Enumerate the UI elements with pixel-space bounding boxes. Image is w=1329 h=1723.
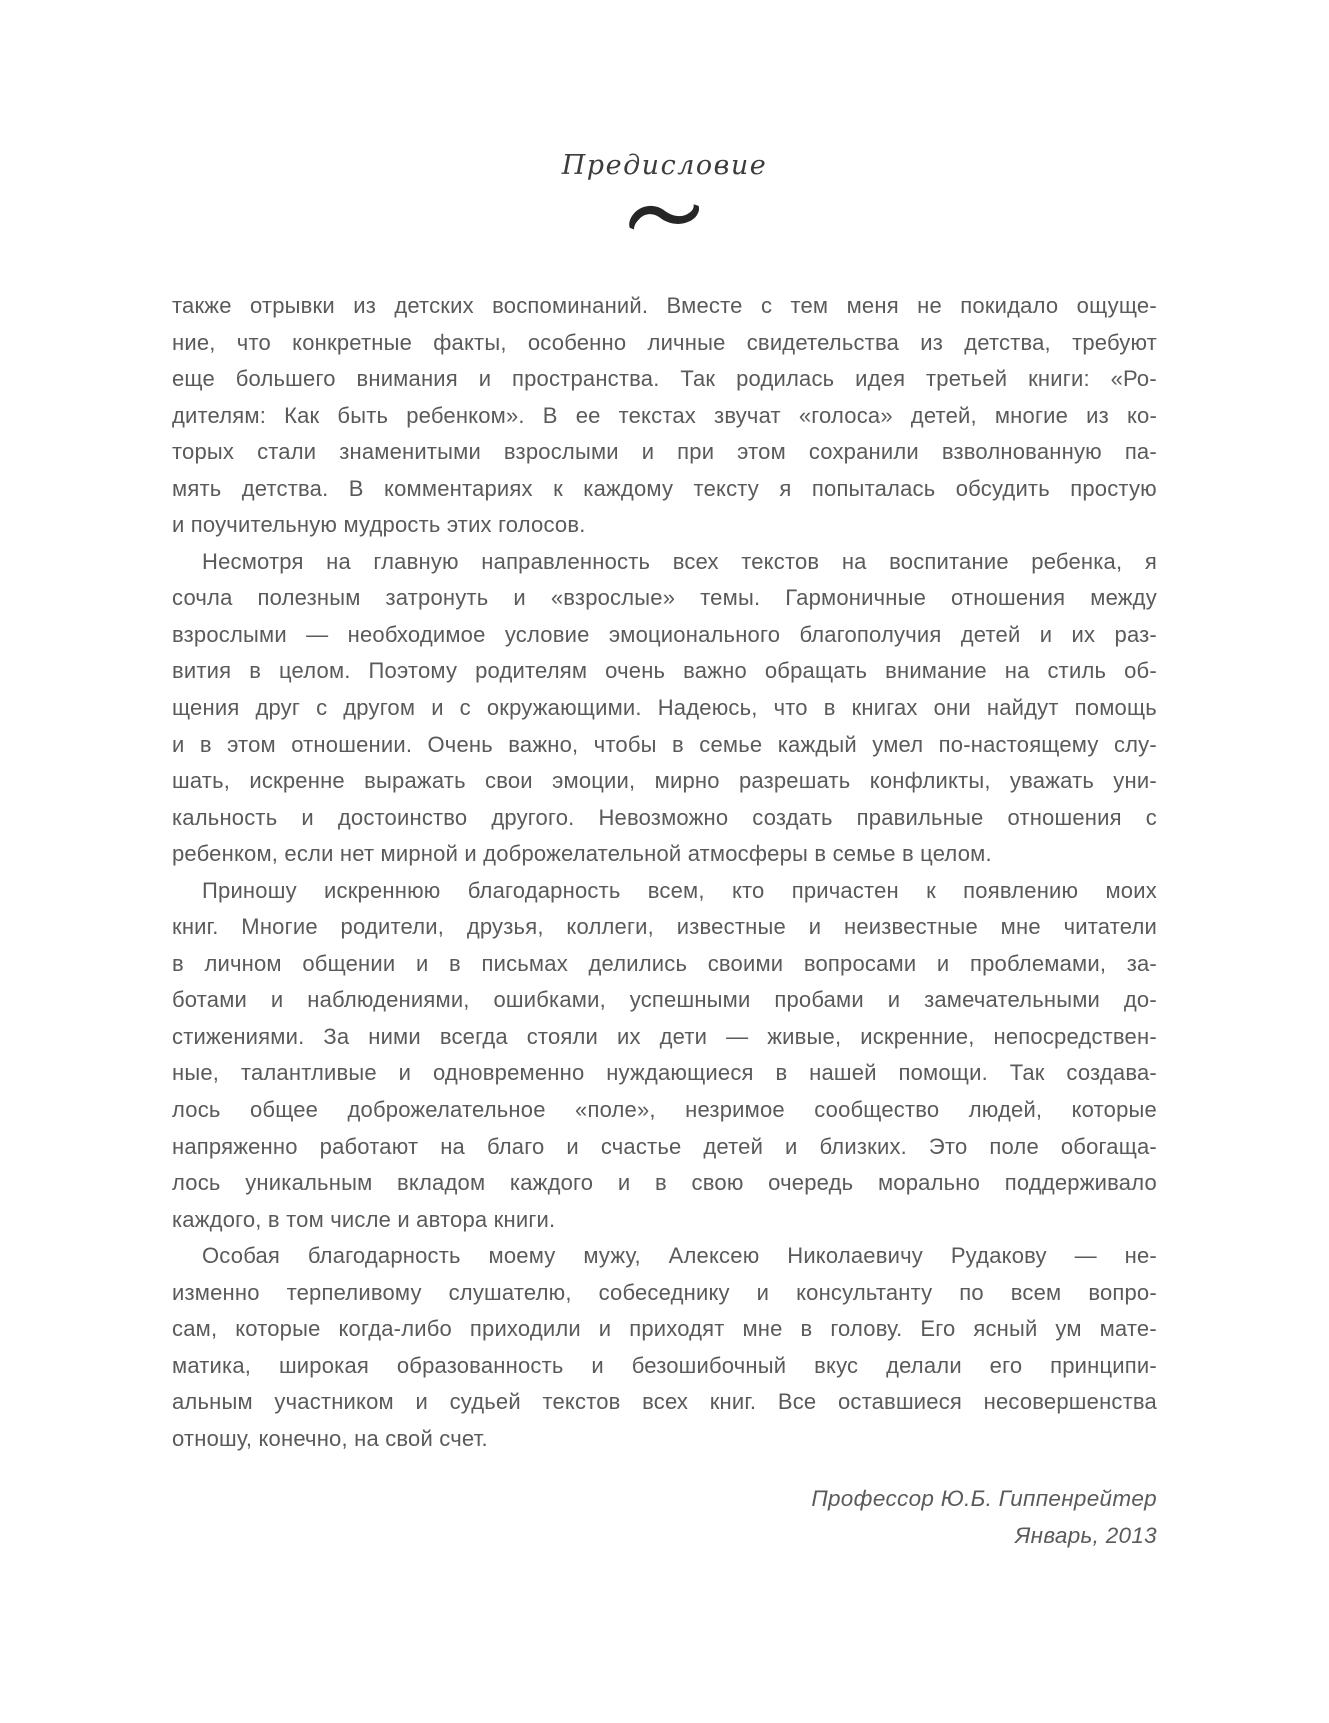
text-line: альным участником и судьей текстов всех книг. Все оставшиеся несовершенства [172, 1389, 1157, 1415]
text-line: Особая благодарность моему мужу, Алексею Николаевичу Рудакову — не- [202, 1243, 1157, 1269]
text-line: также отрывки из детских воспоминаний. Вместе с тем меня не покидало ощуще- [172, 293, 1157, 318]
text-line: кальность и достоинство другого. Невозможно создать правильные отношения с [172, 804, 1157, 830]
text-line: Несмотря на главную направленность всех текстов на воспитание ребенка, я [202, 548, 1157, 574]
text-line: лось общее доброжелательное «поле», незримое сообщество людей, которые [172, 1097, 1157, 1123]
section-divider [172, 194, 1157, 243]
text-line: ные, талантливые и одновременно нуждающиеся в нашей помощи. Так создава- [172, 1060, 1157, 1086]
signature-block [172, 1480, 1157, 1554]
text-line: матика, широкая образованность и безошибочный вкус делали его принципи- [172, 1352, 1157, 1378]
page-title: Предисловие [561, 150, 768, 181]
text-line: ребенком, если нет мирной и доброжелательной атмосферы в семье в целом. [172, 841, 992, 867]
signature-date: Январь, 2013 [1015, 1523, 1157, 1548]
text-line: вития в целом. Поэтому родителям очень важно обращать внимание на стиль об- [172, 658, 1157, 684]
text-line: шать, искренне выражать свои эмоции, мирно разрешать конфликты, уважать уни- [172, 768, 1157, 794]
text-line: каждого, в том числе и автора книги. [172, 1206, 556, 1232]
text-line: лось уникальным вкладом каждого и в свою очередь морально поддерживало [172, 1170, 1157, 1196]
text-line: ние, что конкретные факты, особенно личные свидетельства из детства, требуют [172, 329, 1157, 355]
text-line: взрослыми — необходимое условие эмоционального благополучия детей и их раз- [172, 621, 1157, 647]
text-line: стижениями. За ними всегда стояли их дети — живые, искренние, непосредствен- [172, 1023, 1157, 1049]
text-line: книг. Многие родители, друзья, коллеги, известные и неизвестные мне читатели [172, 914, 1157, 940]
text-line: и в этом отношении. Очень важно, чтобы в семье каждый умел по-настоящему слу- [172, 731, 1157, 757]
text-line: в личном общении и в письмах делились своими вопросами и проблемами, за- [172, 950, 1157, 976]
text-line: дителям: Как быть ребенком». В ее текстах звучат «голоса» детей, многие из ко- [172, 402, 1157, 428]
text-line: сам, которые когда-либо приходили и приходят мне в голову. Его ясный ум мате- [172, 1316, 1157, 1342]
text-line: мять детства. В комментариях к каждому тексту я попыталась обсудить простую [172, 475, 1157, 501]
text-line: сочла полезным затронуть и «взрослые» темы. Гармоничные отношения между [172, 585, 1157, 611]
text-line: торых стали знаменитыми взрослыми и при этом сохранили взволнованную па- [172, 439, 1157, 465]
text-line: Приношу искреннюю благодарность всем, кто причастен к появлению моих [202, 877, 1157, 903]
text-line: изменно терпеливому слушателю, собеседнику и консультанту по всем вопро- [172, 1279, 1157, 1305]
text-line: отношу, конечно, на свой счет. [172, 1425, 488, 1451]
text-line: щения друг с другом и с окружающими. Надеюсь, что в книгах они найдут помощь [172, 695, 1157, 721]
text-line: еще большего внимания и пространства. Так родилась идея третьей книги: «Ро- [172, 366, 1157, 392]
preface-body-text [172, 288, 1157, 1458]
text-line: напряженно работают на благо и счастье детей и близких. Это поле обогаща- [172, 1133, 1157, 1159]
tilde-ornament-icon [623, 194, 707, 238]
text-line: ботами и наблюдениями, ошибками, успешными пробами и замечательными до- [172, 987, 1157, 1013]
signature-author: Профессор Ю.Б. Гиппенрейтер [811, 1486, 1157, 1511]
text-line: и поучительную мудрость этих голосов. [172, 512, 586, 538]
